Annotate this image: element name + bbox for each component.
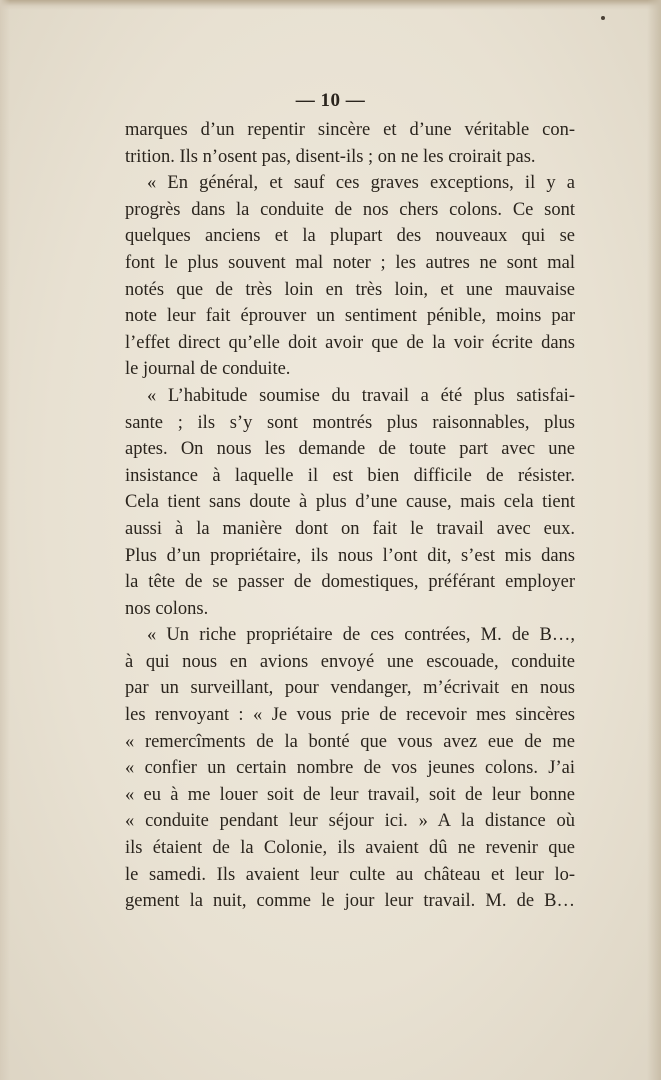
text-line: font le plus souvent mal noter ; les autres ne sont mal (125, 252, 575, 273)
text-line: Plus d’un propriétaire, ils nous l’ont dit, s’est mis dans (125, 545, 575, 566)
text-line: « eu à me louer soit de leur travail, soit de leur bonne (125, 784, 575, 805)
text-line: « En général, et sauf ces graves exceptions, il y a (147, 173, 575, 194)
text-line: le samedi. Ils avaient leur culte au château et leur lo- (125, 864, 575, 885)
text-line: aussi à la manière dont on fait le travail avec eux. (125, 518, 575, 539)
text-line: ils étaient de la Colonie, ils avaient dû ne revenir que (125, 838, 575, 859)
text-line: trition. Ils n’osent pas, disent-ils ; on ne les croirait pas. (125, 146, 536, 167)
text-line: par un surveillant, pour vendanger, m’écrivait en nous (125, 678, 575, 699)
text-line: aptes. On nous les demande de toute part avec une (125, 439, 575, 460)
page-top-edge (0, 0, 661, 10)
text-line: notés que de très loin en très loin, et une mauvaise (125, 279, 575, 300)
text-line: « confier un certain nombre de vos jeunes colons. J’ai (125, 758, 575, 779)
text-line: le journal de conduite. (125, 359, 291, 380)
text-line: la tête de se passer de domestiques, préférant employer (125, 572, 575, 593)
page-left-edge (0, 0, 10, 1080)
text-line: les renvoyant : « Je vous prie de recevoir mes sincères (125, 705, 575, 726)
text-line: sante ; ils s’y sont montrés plus raisonnables, plus (125, 412, 575, 433)
page-right-edge (647, 0, 661, 1080)
text-line: Cela tient sans doute à plus d’une cause, mais cela tient (125, 492, 575, 513)
page-number: — 10 — (295, 90, 366, 111)
ink-speck (601, 16, 605, 20)
text-line: « remercîments de la bonté que vous avez eue de me (125, 731, 575, 752)
text-line: l’effet direct qu’elle doit avoir que de la voir écrite dans (125, 332, 575, 353)
text-line: gement la nuit, comme le jour leur travail. M. de B… (125, 891, 575, 912)
text-line: à qui nous en avions envoyé une escouade, conduite (125, 651, 575, 672)
text-line: nos colons. (125, 598, 209, 619)
text-line: note leur fait éprouver un sentiment pénible, moins par (125, 306, 575, 327)
text-line: « conduite pendant leur séjour ici. » A la distance où (125, 811, 575, 832)
text-line: quelques anciens et la plupart des nouveaux qui se (125, 226, 575, 247)
text-line: « L’habitude soumise du travail a été plus satisfai- (147, 385, 575, 406)
text-line: marques d’un repentir sincère et d’une véritable con- (125, 120, 575, 140)
text-line: progrès dans la conduite de nos chers colons. Ce sont (125, 199, 575, 220)
text-line: « Un riche propriétaire de ces contrées, M. de B…, (147, 625, 575, 646)
text-line: insistance à laquelle il est bien difficile de résister. (125, 465, 575, 486)
body-text (125, 117, 575, 915)
